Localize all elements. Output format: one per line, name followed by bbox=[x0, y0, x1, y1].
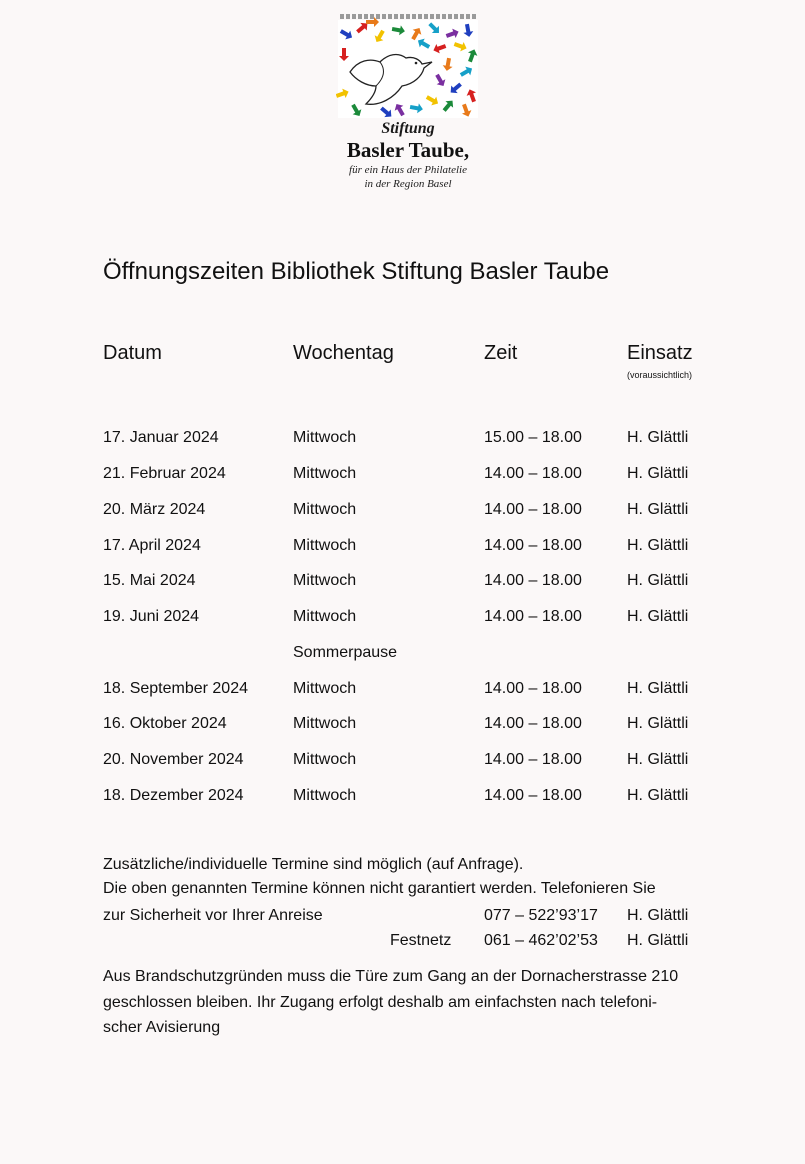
row-staff: H. Glättli bbox=[627, 608, 689, 625]
dove-eye bbox=[415, 62, 418, 65]
row-date: 17. April 2024 bbox=[103, 537, 201, 554]
perforation-tooth bbox=[364, 14, 368, 19]
table-row bbox=[0, 751, 805, 773]
row-weekday: Mittwoch bbox=[293, 751, 357, 768]
landline-phone-line bbox=[0, 932, 805, 954]
table-row bbox=[0, 644, 805, 666]
fire-notice-line-3: scher Avisierung bbox=[103, 1019, 221, 1036]
perforation-tooth bbox=[376, 14, 380, 19]
perforation-tooth bbox=[442, 14, 446, 19]
row-date: 21. Februar 2024 bbox=[103, 465, 226, 482]
logo-org-name: Basler Taube, bbox=[346, 138, 470, 162]
perforation-tooth bbox=[418, 14, 422, 19]
row-date: 18. September 2024 bbox=[103, 680, 248, 697]
table-row bbox=[0, 429, 805, 451]
row-weekday: Mittwoch bbox=[293, 429, 357, 446]
row-weekday: Mittwoch bbox=[293, 680, 357, 697]
row-staff: H. Glättli bbox=[627, 715, 689, 732]
row-date: 18. Dezember 2024 bbox=[103, 787, 244, 804]
column-header-time: Zeit bbox=[484, 342, 518, 364]
row-date: 17. Januar 2024 bbox=[103, 429, 219, 446]
perforation-tooth bbox=[400, 14, 404, 19]
landline-contact-name: H. Glättli bbox=[627, 932, 689, 949]
row-time: 14.00 – 18.00 bbox=[484, 501, 582, 518]
row-time: 14.00 – 18.00 bbox=[484, 787, 582, 804]
perforation-tooth bbox=[466, 14, 470, 19]
mobile-phone-line bbox=[0, 907, 805, 929]
perforation-tooth bbox=[340, 14, 344, 19]
perforation-tooth bbox=[394, 14, 398, 19]
row-time: 14.00 – 18.00 bbox=[484, 715, 582, 732]
note-line-2: Die oben genannten Termine können nicht garantiert werden. Telefonieren Sie bbox=[103, 880, 656, 897]
row-weekday: Mittwoch bbox=[293, 537, 357, 554]
perforation-tooth bbox=[460, 14, 464, 19]
perforation-tooth bbox=[406, 14, 410, 19]
row-time: 14.00 – 18.00 bbox=[484, 751, 582, 768]
fire-notice-line-1: Aus Brandschutzgründen muss die Türe zum Gang an der Dornacherstrasse 210 bbox=[103, 968, 679, 985]
row-time: 14.00 – 18.00 bbox=[484, 572, 582, 589]
perforation-tooth bbox=[370, 14, 374, 19]
column-header-date: Datum bbox=[103, 342, 162, 364]
logo-stiftung-label: Stiftung bbox=[381, 120, 435, 137]
note-line-1: Zusätzliche/individuelle Termine sind möglich (auf Anfrage). bbox=[103, 856, 524, 873]
note-line-3: zur Sicherheit vor Ihrer Anreise bbox=[103, 907, 323, 924]
perforation-tooth bbox=[412, 14, 416, 19]
table-row bbox=[0, 465, 805, 487]
stamp-perforation bbox=[340, 14, 476, 19]
row-weekday: Mittwoch bbox=[293, 501, 357, 518]
table-row bbox=[0, 537, 805, 559]
row-date: 20. März 2024 bbox=[103, 501, 206, 518]
perforation-tooth bbox=[352, 14, 356, 19]
fire-notice-line-2: geschlossen bleiben. Ihr Zugang erfolgt deshalb am einfachsten nach telefoni- bbox=[103, 994, 658, 1011]
row-time: 14.00 – 18.00 bbox=[484, 465, 582, 482]
row-staff: H. Glättli bbox=[627, 465, 689, 482]
mobile-contact-name: H. Glättli bbox=[627, 907, 689, 924]
perforation-tooth bbox=[448, 14, 452, 19]
perforation-tooth bbox=[358, 14, 362, 19]
row-staff: H. Glättli bbox=[627, 680, 689, 697]
logo-tagline-2: in der Region Basel bbox=[364, 178, 452, 190]
perforation-tooth bbox=[424, 14, 428, 19]
row-time: 14.00 – 18.00 bbox=[484, 608, 582, 625]
row-weekday: Sommerpause bbox=[293, 644, 398, 661]
row-weekday: Mittwoch bbox=[293, 465, 357, 482]
row-staff: H. Glättli bbox=[627, 787, 689, 804]
row-weekday: Mittwoch bbox=[293, 787, 357, 804]
column-header-weekday: Wochentag bbox=[293, 342, 394, 364]
row-time: 14.00 – 18.00 bbox=[484, 680, 582, 697]
row-staff: H. Glättli bbox=[627, 751, 689, 768]
perforation-tooth bbox=[346, 14, 350, 19]
landline-number: 061 – 462’02’53 bbox=[484, 932, 598, 949]
table-row bbox=[0, 572, 805, 594]
row-staff: H. Glättli bbox=[627, 429, 689, 446]
perforation-tooth bbox=[454, 14, 458, 19]
perforation-tooth bbox=[388, 14, 392, 19]
row-time: 14.00 – 18.00 bbox=[484, 537, 582, 554]
column-header-staff: Einsatz bbox=[627, 342, 693, 364]
column-header-staff-note: (voraussichtlich) bbox=[627, 370, 693, 380]
mobile-number: 077 – 522’93’17 bbox=[484, 907, 598, 924]
row-weekday: Mittwoch bbox=[293, 572, 357, 589]
row-weekday: Mittwoch bbox=[293, 715, 357, 732]
row-date: 20. November 2024 bbox=[103, 751, 244, 768]
table-row bbox=[0, 787, 805, 809]
table-row bbox=[0, 715, 805, 737]
row-time: 15.00 – 18.00 bbox=[484, 429, 582, 446]
table-row bbox=[0, 680, 805, 702]
table-row bbox=[0, 501, 805, 523]
row-weekday: Mittwoch bbox=[293, 608, 357, 625]
table-row bbox=[0, 608, 805, 630]
row-staff: H. Glättli bbox=[627, 572, 689, 589]
perforation-tooth bbox=[472, 14, 476, 19]
row-staff: H. Glättli bbox=[627, 501, 689, 518]
landline-label: Festnetz bbox=[390, 932, 452, 949]
perforation-tooth bbox=[382, 14, 386, 19]
logo-tagline-1: für ein Haus der Philatelie bbox=[349, 164, 467, 176]
row-date: 19. Juni 2024 bbox=[103, 608, 200, 625]
row-date: 16. Oktober 2024 bbox=[103, 715, 227, 732]
perforation-tooth bbox=[436, 14, 440, 19]
page-title: Öffnungszeiten Bibliothek Stiftung Basler Taube bbox=[103, 258, 610, 285]
row-date: 15. Mai 2024 bbox=[103, 572, 196, 589]
perforation-tooth bbox=[430, 14, 434, 19]
row-staff: H. Glättli bbox=[627, 537, 689, 554]
dove-stamp-icon bbox=[336, 14, 480, 120]
foundation-logo bbox=[336, 14, 480, 120]
